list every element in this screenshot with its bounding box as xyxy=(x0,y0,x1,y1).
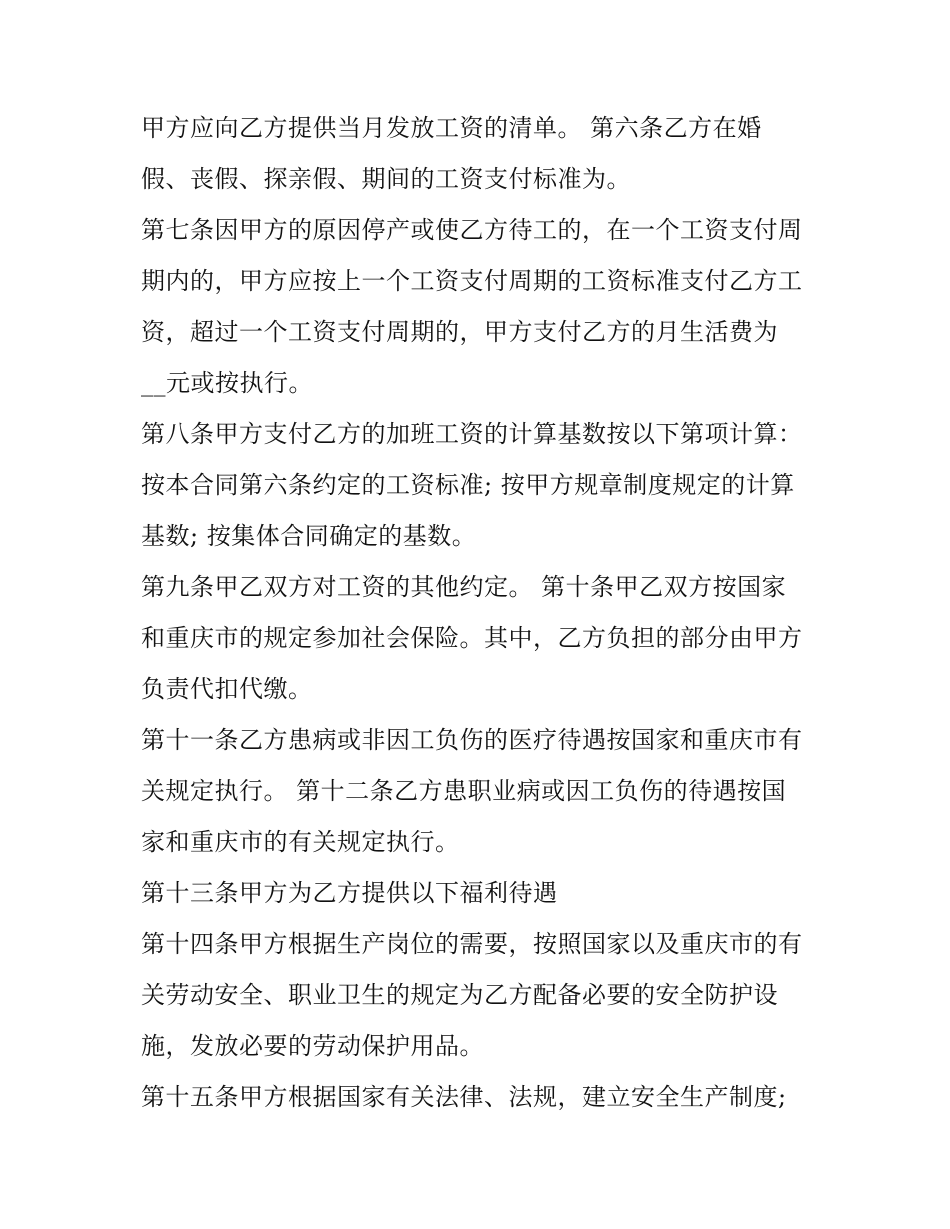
text-line: 第十五条甲方根据国家有关法律、法规，建立安全生产制度; xyxy=(141,1083,787,1111)
text-line: 第十四条甲方根据生产岗位的需要，按照国家以及重庆市的有 xyxy=(141,930,803,958)
text-line: 关劳动安全、职业卫生的规定为乙方配备必要的安全防护设 xyxy=(141,981,778,1009)
text-line: 资，超过一个工资支付周期的，甲方支付乙方的月生活费为 xyxy=(141,318,778,346)
text-line: __元或按执行。 xyxy=(141,369,313,397)
text-line: 和重庆市的规定参加社会保险。其中，乙方负担的部分由甲方 xyxy=(141,624,803,652)
text-line: 基数; 按集体合同确定的基数。 xyxy=(141,522,477,550)
text-line: 关规定执行。 第十二条乙方患职业病或因工负伤的待遇按国 xyxy=(141,777,787,805)
document-body xyxy=(141,103,821,1123)
text-line: 第九条甲乙双方对工资的其他约定。 第十条甲乙双方按国家 xyxy=(141,573,787,601)
text-line: 第十三条甲方为乙方提供以下福利待遇 xyxy=(141,879,558,907)
text-line: 第十一条乙方患病或非因工负伤的医疗待遇按国家和重庆市有 xyxy=(141,726,803,754)
text-line: 第七条因甲方的原因停产或使乙方待工的，在一个工资支付周 xyxy=(141,216,803,244)
text-line: 按本合同第六条约定的工资标准; 按甲方规章制度规定的计算 xyxy=(141,471,795,499)
text-line: 负责代扣代缴。 xyxy=(141,675,313,703)
text-line: 施，发放必要的劳动保护用品。 xyxy=(141,1032,484,1060)
text-line: 第八条甲方支付乙方的加班工资的计算基数按以下第项计算： xyxy=(141,420,803,448)
text-line: 期内的，甲方应按上一个工资支付周期的工资标准支付乙方工 xyxy=(141,267,803,295)
text-line: 家和重庆市的有关规定执行。 xyxy=(141,828,460,856)
text-line: 假、丧假、探亲假、期间的工资支付标准为。 xyxy=(141,165,631,193)
text-line: 甲方应向乙方提供当月发放工资的清单。 第六条乙方在婚 xyxy=(141,114,762,142)
